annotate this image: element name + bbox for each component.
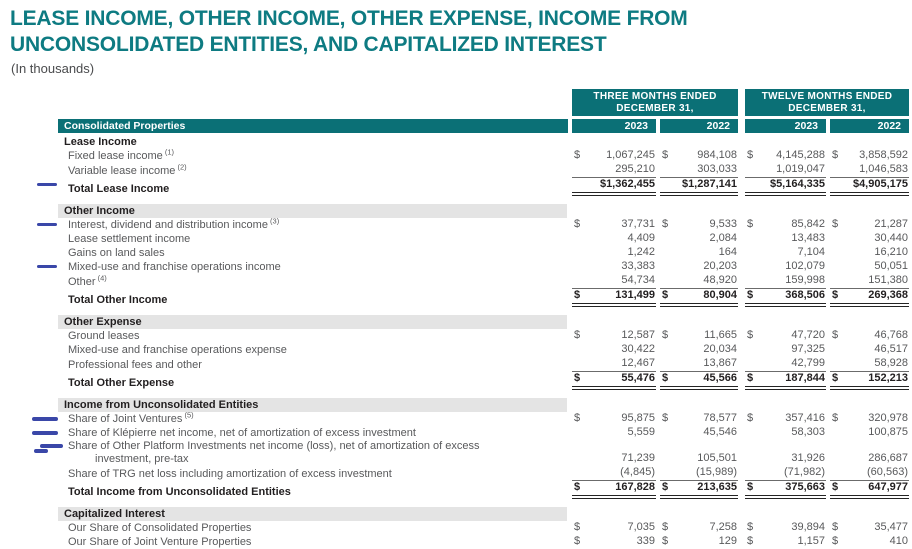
annotation-dash-icon (37, 223, 57, 226)
value-cell (745, 535, 826, 549)
value: 30,440 (874, 232, 908, 244)
section-header: Income from Unconsolidated Entities (58, 398, 567, 412)
value-cell (572, 412, 656, 426)
row-label (58, 162, 572, 178)
value-cell (572, 149, 656, 163)
value-cell (660, 452, 738, 466)
value: (71,982) (784, 466, 825, 478)
footnote-marker: (3) (267, 216, 280, 226)
table-row (58, 329, 912, 343)
table-body (58, 135, 912, 549)
page-title-line1: LEASE INCOME, OTHER INCOME, OTHER EXPENSE, INCOME FROM (10, 7, 688, 30)
value: 984,108 (697, 149, 737, 161)
value-cell (572, 232, 656, 246)
value-cell (745, 178, 826, 196)
value: 45,566 (703, 372, 737, 384)
row-label (58, 536, 572, 549)
value-cell (745, 372, 826, 390)
row-label (58, 440, 572, 466)
value-cell (572, 535, 656, 549)
dollar-sign: $ (852, 178, 860, 190)
dollar-sign: $ (662, 372, 669, 384)
value: 7,258 (709, 521, 737, 533)
value-cell (660, 329, 738, 343)
row-label (58, 522, 572, 535)
value-cell (830, 178, 909, 196)
value-cell (745, 452, 826, 466)
value: 20,203 (703, 260, 737, 272)
value: 4,409 (627, 232, 655, 244)
row-label-text: Ground leases (68, 330, 140, 342)
table-row (58, 481, 912, 499)
footnote-marker: (5) (182, 410, 194, 420)
value-cell (830, 372, 909, 390)
dollar-sign: $ (574, 372, 581, 384)
value: 129 (718, 535, 737, 547)
header-spacer (58, 89, 572, 116)
row-label (58, 486, 572, 499)
row-label-line2: investment, pre-tax (95, 453, 189, 465)
row-label (58, 427, 572, 440)
value: 46,768 (874, 329, 908, 341)
value-cell (660, 218, 738, 232)
table-row (58, 466, 912, 481)
dollar-sign: $ (747, 521, 754, 533)
value: 303,033 (697, 163, 737, 175)
annotation-dash-icon (40, 444, 63, 448)
value-cell (572, 163, 656, 178)
dollar-sign: $ (662, 521, 669, 533)
row-label (58, 359, 572, 372)
row-label-text: Interest, dividend and distribution income (68, 219, 268, 231)
value-cell (660, 521, 738, 535)
dollar-sign: $ (832, 535, 839, 547)
value: 1,067,245 (606, 149, 655, 161)
value: 37,731 (621, 218, 655, 230)
year-header-3mo-2022: 2022 (660, 119, 738, 133)
value: 1,046,583 (859, 163, 908, 175)
value: 151,380 (868, 274, 908, 286)
table-row (58, 343, 912, 357)
value-cell (660, 343, 738, 357)
value-cell (830, 218, 909, 232)
value-cell (745, 218, 826, 232)
value: 35,477 (874, 521, 908, 533)
value: 4,905,175 (859, 178, 908, 190)
dollar-sign: $ (832, 412, 839, 424)
value-cell (572, 274, 656, 289)
value-cell (745, 466, 826, 481)
value: 97,325 (791, 343, 825, 355)
value: 368,506 (785, 289, 825, 301)
section-header: Other Expense (58, 315, 567, 329)
value: 1,242 (627, 246, 655, 258)
value-cell (830, 466, 909, 481)
value: 295,210 (615, 163, 655, 175)
value-cell (572, 426, 656, 440)
value: 47,720 (791, 329, 825, 341)
value-cell (660, 246, 738, 260)
left-header-consolidated-properties: Consolidated Properties (58, 119, 568, 133)
row-label-text: Total Other Income (68, 294, 168, 306)
value-cell (830, 329, 909, 343)
value: 58,928 (874, 357, 908, 369)
dollar-sign: $ (662, 481, 669, 493)
row-label-text: Share of Other Platform Investments net income (loss), net of amortization of excess (68, 440, 480, 452)
value: 5,559 (627, 426, 655, 438)
value: 105,501 (697, 452, 737, 464)
value-cell (572, 218, 656, 232)
value: 21,287 (874, 218, 908, 230)
dollar-sign: $ (832, 329, 839, 341)
row-label-text: Lease settlement income (68, 233, 191, 245)
value: (4,845) (620, 466, 655, 478)
value: 42,799 (791, 357, 825, 369)
dollar-sign: $ (574, 535, 581, 547)
year-header-12mo-2022: 2022 (830, 119, 909, 133)
value-cell (830, 289, 909, 307)
row-label-text: Mixed-use and franchise operations income (68, 261, 281, 273)
year-header-3mo-2023: 2023 (572, 119, 656, 133)
value: 269,368 (868, 289, 908, 301)
dollar-sign: $ (832, 372, 839, 384)
value: 159,998 (785, 274, 825, 286)
value: 410 (889, 535, 908, 547)
value: 16,210 (874, 246, 908, 258)
value: 647,977 (868, 481, 908, 493)
group-title-line1: TWELVE MONTHS ENDED (761, 91, 893, 102)
table-row (58, 521, 912, 535)
section-header: Other Income (58, 204, 567, 218)
group-title-line2: DECEMBER 31, (616, 103, 694, 114)
value-cell (745, 521, 826, 535)
value-cell (745, 246, 826, 260)
dollar-sign: $ (662, 412, 669, 424)
dollar-sign: $ (747, 372, 754, 384)
value-cell (660, 289, 738, 307)
value: 46,517 (874, 343, 908, 355)
value-cell (660, 372, 738, 390)
value-cell (572, 481, 656, 499)
value: 7,104 (797, 246, 825, 258)
value-cell (830, 149, 909, 163)
dollar-sign: $ (747, 535, 754, 547)
value-cell (745, 412, 826, 426)
row-label-text: Other (68, 276, 96, 288)
dollar-sign: $ (747, 481, 754, 493)
row-label (58, 273, 572, 289)
value-cell (745, 274, 826, 289)
value-cell (745, 426, 826, 440)
row-label (58, 216, 572, 232)
financial-table (58, 89, 912, 549)
value-cell (830, 481, 909, 499)
value-cell (660, 466, 738, 481)
value: 3,858,592 (859, 149, 908, 161)
annotation-dash-icon (32, 431, 58, 435)
table-row (58, 163, 912, 178)
value: 7,035 (627, 521, 655, 533)
report-page (0, 6, 912, 548)
row-label-text: Variable lease income (68, 165, 176, 177)
dollar-sign: $ (832, 149, 839, 161)
table-row (58, 218, 912, 232)
dollar-sign: $ (747, 218, 754, 230)
value: 1,362,455 (606, 178, 655, 190)
value-cell (572, 178, 656, 196)
value-cell (572, 260, 656, 274)
page-title-line2: UNCONSOLIDATED ENTITIES, AND CAPITALIZED INTEREST (10, 33, 607, 56)
value-cell (745, 289, 826, 307)
value-cell (830, 521, 909, 535)
value-cell (572, 521, 656, 535)
row-label (58, 147, 572, 163)
column-group-header-row (58, 89, 912, 116)
value: 13,483 (791, 232, 825, 244)
value-cell (660, 357, 738, 372)
row-label (58, 468, 572, 481)
annotation-dash-icon (32, 417, 58, 421)
value-cell (745, 149, 826, 163)
annotation-dash-icon (37, 183, 57, 186)
value: 152,213 (868, 372, 908, 384)
value: 187,844 (785, 372, 825, 384)
value-cell (830, 343, 909, 357)
table-row (58, 149, 912, 163)
value: 9,533 (709, 218, 737, 230)
table-row (58, 412, 912, 426)
value: 78,577 (703, 412, 737, 424)
value: 213,635 (697, 481, 737, 493)
row-label (58, 261, 572, 274)
dollar-sign: $ (574, 329, 581, 341)
value: 20,034 (703, 343, 737, 355)
value: 11,665 (704, 329, 737, 341)
dollar-sign: $ (574, 521, 581, 533)
value-cell (572, 246, 656, 260)
value: 2,084 (709, 232, 737, 244)
value: 33,383 (621, 260, 655, 272)
table-row (58, 232, 912, 246)
value: 39,894 (791, 521, 825, 533)
row-label-text: Share of Klépierre net income, net of amortization of excess investment (68, 427, 416, 439)
value: 102,079 (785, 260, 825, 272)
dollar-sign: $ (574, 149, 581, 161)
value: 31,926 (791, 452, 825, 464)
table-row (58, 426, 912, 440)
value-cell (660, 412, 738, 426)
row-label-text: Gains on land sales (68, 247, 165, 259)
dollar-sign: $ (747, 412, 754, 424)
footnote-marker: (2) (175, 162, 187, 172)
dollar-sign: $ (599, 178, 607, 190)
value: 320,978 (868, 412, 908, 424)
dollar-sign: $ (832, 218, 839, 230)
section-header: Lease Income (64, 136, 137, 148)
row-label (58, 344, 572, 357)
value-cell (745, 163, 826, 178)
value-cell (660, 260, 738, 274)
value-cell (660, 481, 738, 499)
dollar-sign: $ (747, 149, 754, 161)
dollar-sign: $ (574, 481, 581, 493)
dollar-sign: $ (681, 178, 689, 190)
value-cell (830, 452, 909, 466)
value: 1,019,047 (776, 163, 825, 175)
value-cell (830, 412, 909, 426)
value-cell (660, 163, 738, 178)
value-cell (745, 357, 826, 372)
value: 357,416 (785, 412, 825, 424)
dollar-sign: $ (662, 149, 669, 161)
value: 80,904 (703, 289, 737, 301)
value: 1,287,141 (688, 178, 737, 190)
value: (60,563) (867, 466, 908, 478)
value-cell (660, 426, 738, 440)
row-label (58, 410, 572, 426)
value: 54,734 (621, 274, 655, 286)
table-row (58, 535, 912, 549)
value: 286,687 (868, 452, 908, 464)
value: 12,587 (621, 329, 655, 341)
row-label-text: Our Share of Joint Venture Properties (68, 536, 252, 548)
value-cell (572, 357, 656, 372)
column-group-twelve-months (745, 89, 909, 116)
value: 167,828 (615, 481, 655, 493)
table-row (58, 246, 912, 260)
value: (15,989) (696, 466, 737, 478)
value-cell (830, 535, 909, 549)
row-label (58, 233, 572, 246)
table-row (58, 440, 912, 466)
dollar-sign: $ (574, 289, 581, 301)
value-cell (572, 452, 656, 466)
value: 30,422 (621, 343, 655, 355)
row-label-text: Professional fees and other (68, 359, 202, 371)
dollar-sign: $ (747, 329, 754, 341)
value: 5,164,335 (776, 178, 825, 190)
dollar-sign: $ (832, 289, 839, 301)
value-cell (660, 535, 738, 549)
value-cell (572, 466, 656, 481)
dollar-sign: $ (662, 289, 669, 301)
value-cell (745, 232, 826, 246)
dollar-sign: $ (832, 481, 839, 493)
value-cell (830, 426, 909, 440)
value-cell (572, 289, 656, 307)
page-subtitle: (In thousands) (11, 61, 95, 76)
value-cell (830, 163, 909, 178)
value: 4,145,288 (776, 149, 825, 161)
value: 58,303 (791, 426, 825, 438)
footnote-marker: (4) (95, 273, 107, 283)
value-cell (745, 329, 826, 343)
value: 95,875 (621, 412, 655, 424)
value: 45,546 (703, 426, 737, 438)
table-row (58, 289, 912, 307)
row-label-text: Our Share of Consolidated Properties (68, 522, 252, 534)
dollar-sign: $ (769, 178, 777, 190)
value-cell (830, 357, 909, 372)
table-row (58, 178, 912, 196)
value: 71,239 (621, 452, 655, 464)
row-label (58, 183, 572, 196)
table-row (58, 357, 912, 372)
group-title-line2: DECEMBER 31, (788, 103, 866, 114)
value-cell (830, 260, 909, 274)
column-group-three-months (572, 89, 738, 116)
value-cell (572, 372, 656, 390)
value-cell (830, 246, 909, 260)
value-cell (830, 274, 909, 289)
row-label-text: Fixed lease income (68, 150, 163, 162)
section-header: Capitalized Interest (58, 507, 567, 521)
value-cell (660, 232, 738, 246)
row-label-text: Mixed-use and franchise operations expense (68, 344, 287, 356)
value: 375,663 (785, 481, 825, 493)
row-label (58, 294, 572, 307)
row-label-text: Share of TRG net loss including amortization of excess investment (68, 468, 392, 480)
dollar-sign: $ (662, 535, 669, 547)
table-row (58, 372, 912, 390)
value: 85,842 (791, 218, 825, 230)
value-cell (660, 274, 738, 289)
dollar-sign: $ (832, 521, 839, 533)
value-cell (660, 149, 738, 163)
value: 48,920 (703, 274, 737, 286)
value-cell (572, 329, 656, 343)
footnote-marker: (1) (162, 147, 175, 157)
row-label (58, 247, 572, 260)
value-cell (745, 260, 826, 274)
value-cell (745, 481, 826, 499)
dollar-sign: $ (574, 218, 581, 230)
dollar-sign: $ (574, 412, 581, 424)
value: 131,499 (615, 289, 655, 301)
value: 55,476 (621, 372, 655, 384)
dollar-sign: $ (747, 289, 754, 301)
value-cell (830, 232, 909, 246)
year-header-row (58, 119, 912, 133)
row-label (58, 330, 572, 343)
dollar-sign: $ (662, 218, 669, 230)
row-label-text: Total Lease Income (68, 183, 170, 195)
table-row (58, 274, 912, 289)
annotation-dash-icon (37, 265, 57, 268)
row-label (58, 377, 572, 390)
value: 13,867 (703, 357, 737, 369)
value: 100,875 (868, 426, 908, 438)
row-label-text: Total Other Expense (68, 377, 175, 389)
page-title (10, 6, 912, 58)
value: 164 (718, 246, 737, 258)
group-title-line1: THREE MONTHS ENDED (593, 91, 717, 102)
value-cell (660, 178, 738, 196)
annotation-dash-icon (34, 449, 48, 453)
row-label-text: Total Income from Unconsolidated Entities (68, 486, 291, 498)
value-cell (745, 343, 826, 357)
value: 12,467 (621, 357, 655, 369)
year-header-12mo-2023: 2023 (745, 119, 826, 133)
value: 339 (636, 535, 655, 547)
row-label-text: Share of Joint Ventures (68, 413, 183, 425)
value: 50,051 (874, 260, 908, 272)
value: 1,157 (797, 535, 825, 547)
table-row (58, 260, 912, 274)
dollar-sign: $ (662, 329, 669, 341)
value-cell (572, 343, 656, 357)
